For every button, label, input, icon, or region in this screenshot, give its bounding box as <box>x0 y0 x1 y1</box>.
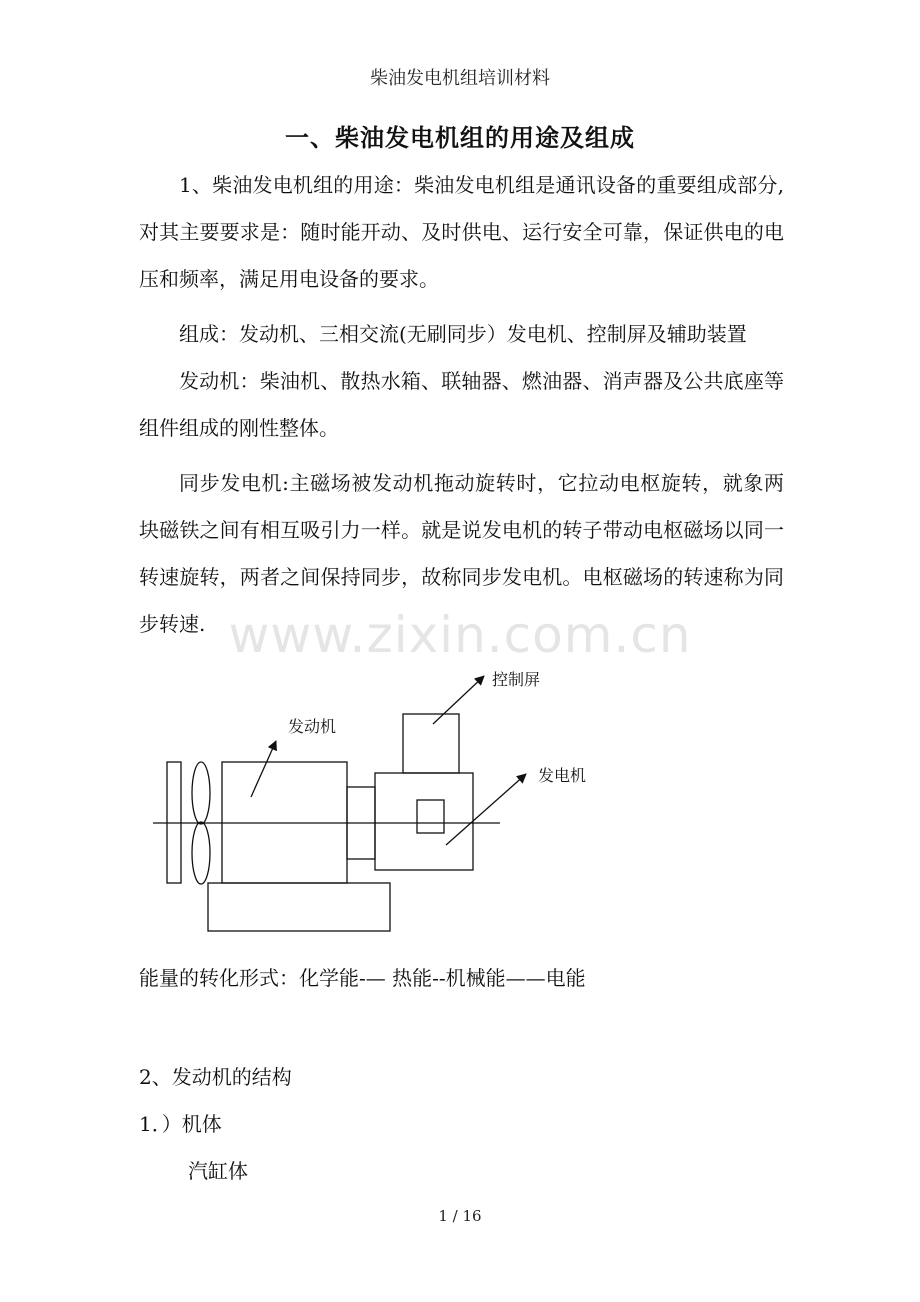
arrow-generator <box>446 774 526 845</box>
paragraph-engine: 发动机：柴油机、散热水箱、联轴器、燃油器、消声器及公共底座等组件组成的刚性整体。 <box>139 369 784 440</box>
genset-diagram <box>0 650 920 950</box>
control-panel-box <box>403 714 459 773</box>
base-frame <box>208 883 390 931</box>
fan-blade-bottom <box>192 822 210 884</box>
label-engine: 发动机 <box>288 717 337 736</box>
paragraph-sync-generator: 同步发电机:主磁场被发动机拖动旋转时，它拉动电枢旋转，就象两块磁铁之间有相互吸引力一样。就是说发电机的转子带动电枢磁场以同一转速旋转，两者之间保持同步，故称同步发电机。电枢磁场的转速称为同步转速. <box>139 471 784 636</box>
item-cylinder-block: 汽缸体 <box>188 1159 248 1183</box>
page-number: 1 / 16 <box>438 1207 482 1225</box>
fan-blade-top <box>192 762 210 824</box>
watermark: www.zixin.com.cn <box>228 606 692 664</box>
label-control-panel: 控制屏 <box>492 670 541 689</box>
arrow-engine <box>251 741 276 797</box>
page-header: 柴油发电机组培训材料 <box>370 68 550 89</box>
subsection-body: 1．）机体 <box>139 1112 222 1136</box>
paragraph-composition: 组成：发动机、三相交流(无刷同步）发电机、控制屏及辅助装置 <box>179 322 747 346</box>
section-title: 一、柴油发电机组的用途及组成 <box>285 124 635 152</box>
generator-core <box>417 800 444 833</box>
section-heading-engine-structure: 2、发动机的结构 <box>139 1065 292 1089</box>
energy-conversion-line: 能量的转化形式：化学能-— 热能--机械能——电能 <box>139 966 586 990</box>
body-text <box>139 162 784 648</box>
label-generator: 发电机 <box>538 766 587 785</box>
generator-body <box>375 773 473 870</box>
paragraph-usage: 1、柴油发电机组的用途：柴油发电机组是通讯设备的重要组成部分,对其主要要求是：随时能开动、及时供电、运行安全可靠，保证供电的电压和频率，满足用电设备的要求。 <box>139 173 784 291</box>
